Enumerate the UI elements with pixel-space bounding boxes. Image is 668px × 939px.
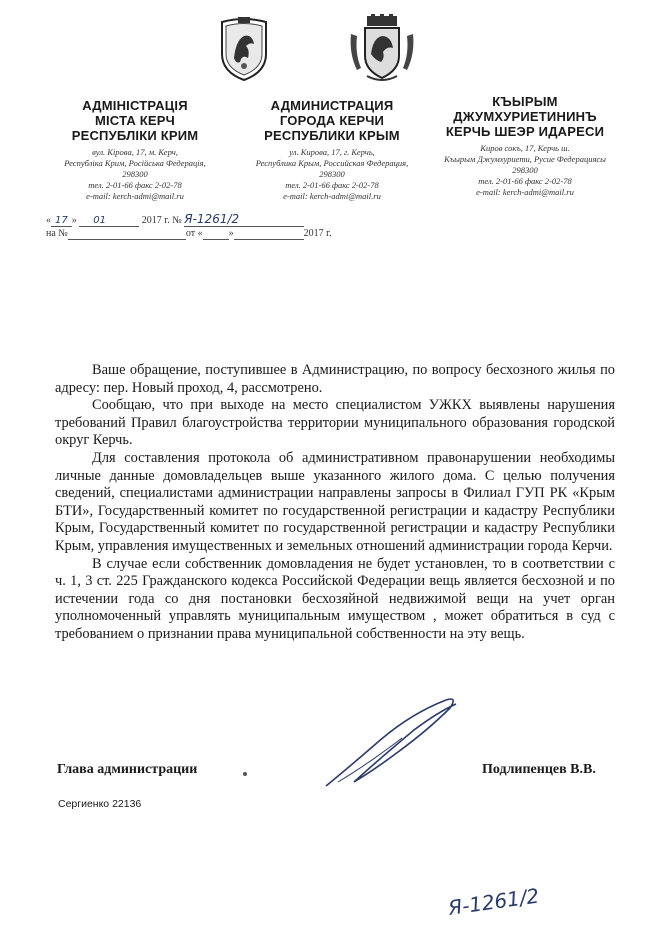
address-line: 298300 <box>512 165 538 175</box>
address-line: Къырым Джумхуриети, Русие Федерациясы <box>444 154 606 164</box>
quote-mark: » <box>71 215 77 226</box>
org-line: ГОРОДА КЕРЧИ <box>279 113 385 128</box>
handwritten-signature-icon <box>318 690 468 800</box>
kerch-emblem-icon <box>347 14 417 84</box>
body-paragraph: В случае если собственник домовладения не будет установлен, то в соответствии с ч. 1, 3 ст. 225 Гражданского кодекса Российской Федерации вещь является бесхозной и по истечении года со дня постановки бесхозяйной недвижимой вещи на учет орган уполномоченный управлять муниципальным имуществом , может обратиться в суд с требованием о признании права муниципальной собственности на эту вещь. <box>55 555 615 642</box>
quote-mark: « <box>46 215 51 226</box>
registration-number: Я-1261/2 <box>184 212 304 227</box>
org-name-uk <box>40 98 230 143</box>
letter-body <box>55 362 615 644</box>
reference-from-label: от « <box>185 228 203 239</box>
reference-year: 2017 г. <box>303 228 332 239</box>
body-paragraph: Ваше обращение, поступившее в Администрацию, по вопросу бесхозного жилья по адресу: пер. Новый проход, 4, рассмотрено. <box>55 362 615 396</box>
stamp-dot <box>243 772 247 776</box>
signer-name: Подлипенцев В.В. <box>482 762 596 777</box>
reference-day-blank <box>203 228 229 240</box>
address-ru <box>232 147 432 202</box>
address-line: e-mail: kerch-admi@mail.ru <box>283 191 381 201</box>
address-crh <box>420 143 630 198</box>
registration-day: 17 <box>51 215 72 227</box>
org-line: РЕСПУБЛІКИ КРИМ <box>71 128 199 143</box>
quote-mark: » <box>228 228 234 239</box>
executor-info: Сергиенко 22136 <box>58 798 142 810</box>
registration-month: 01 <box>79 215 139 227</box>
registration-line <box>46 212 304 227</box>
org-name-crh <box>420 94 630 139</box>
reference-number-blank <box>68 228 186 240</box>
address-line: Республика Крым, Российская Федерация, <box>255 158 409 168</box>
body-paragraph: Сообщаю, что при выходе на место специалистом УЖКХ выявлены нарушения требований Правил благоустройства территории муниципального образования городской округ Керчь. <box>55 397 615 449</box>
address-uk <box>40 147 230 202</box>
registration-year-label: 2017 г. № <box>141 215 182 226</box>
address-line: e-mail: kerch-admi@mail.ru <box>86 191 184 201</box>
address-line: Киров сокъ, 17, Керчь ш. <box>480 143 570 153</box>
org-line: КЪЫРЫМ <box>492 94 558 109</box>
crimea-emblem-icon <box>216 14 272 84</box>
header-left <box>40 98 230 202</box>
org-line: АДМИНИСТРАЦИЯ <box>270 98 394 113</box>
org-line: ДЖУМХУРИЕТИНИНЪ <box>453 109 597 124</box>
reference-label: на № <box>46 228 68 239</box>
header-right <box>420 94 630 198</box>
handwritten-number: Я-1261/2 <box>446 883 541 920</box>
address-line: вул. Кірова, 17, м. Керч, <box>92 147 178 157</box>
signer-title: Глава администрации <box>57 762 198 777</box>
address-line: 298300 <box>122 169 148 179</box>
address-line: 298300 <box>319 169 345 179</box>
body-paragraph: Для составления протокола об административном правонарушении необходимы личные данные домовладельцев выше указанного жилого дома. С целью получения сведений, специалистами администрации направлены запросы в Филиал ГУП РК «Крым БТИ», Государственный комитет по государственной регистрации и кадастру Республики Крым, Государственный комитет по государственной регистрации и кадастру Республики Крым, управления имущественных и земельных отношений администрации города Керчи. <box>55 449 615 554</box>
org-line: АДМІНІСТРАЦІЯ <box>82 98 188 113</box>
reference-line <box>46 228 332 240</box>
handwritten-number-stamp <box>446 883 590 930</box>
org-line: МІСТА КЕРЧ <box>94 113 176 128</box>
address-line: Республіка Крим, Російська Федерація, <box>64 158 206 168</box>
address-line: тел. 2-01-66 факс 2-02-78 <box>285 180 379 190</box>
address-line: e-mail: kerch-admi@mail.ru <box>476 187 574 197</box>
address-line: ул. Кирова, 17, г. Керчь, <box>289 147 375 157</box>
org-name-ru <box>232 98 432 143</box>
header-center <box>232 98 432 202</box>
org-line: КЕРЧЬ ШЕЭР ИДАРЕСИ <box>445 124 605 139</box>
address-line: тел. 2-01-66 факс 2-02-78 <box>478 176 572 186</box>
reference-month-blank <box>234 228 304 240</box>
org-line: РЕСПУБЛИКИ КРЫМ <box>264 128 400 143</box>
address-line: тел. 2-01-66 факс 2-02-78 <box>88 180 182 190</box>
